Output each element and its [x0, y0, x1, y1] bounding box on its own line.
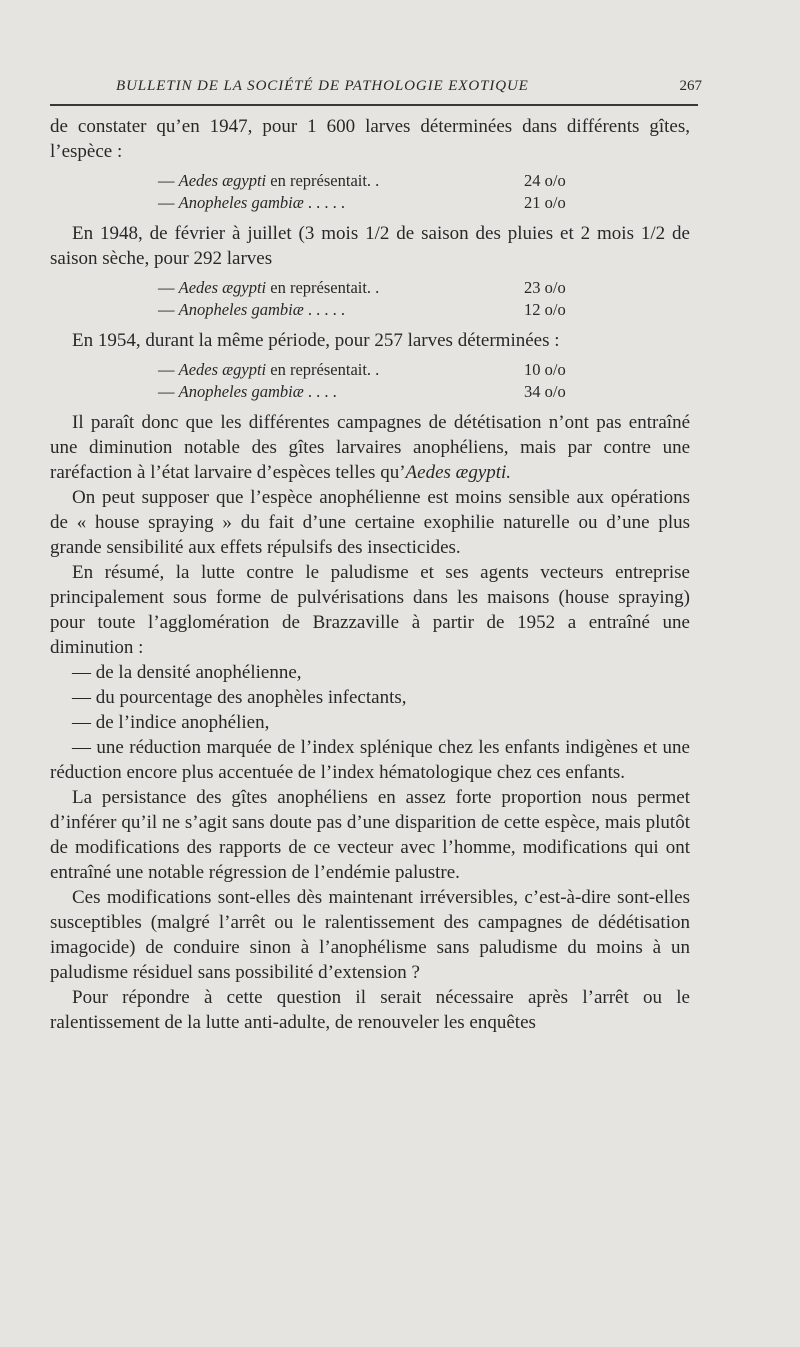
- stat-label: — Aedes ægypti en représentait. .: [158, 278, 380, 297]
- page-number: 267: [679, 78, 702, 94]
- list-item: — de l’indice anophélien,: [72, 712, 270, 733]
- stat-value: 23 o/o: [524, 278, 566, 297]
- stat-row: [50, 277, 690, 299]
- stat-label: — Anopheles gambiæ . . . .: [158, 381, 337, 401]
- page-header: [50, 72, 705, 102]
- stats-1954: [50, 359, 690, 402]
- paragraph-3: En 1954, durant la même période, pour 257 larves déterminées :: [72, 330, 560, 351]
- stat-row: [50, 299, 690, 321]
- stat-label: — Aedes ægypti en représentait. .: [158, 171, 380, 190]
- stat-value: 10 o/o: [524, 360, 566, 379]
- paragraph-2: En 1948, de février à juillet (3 mois 1/2 de saison des pluies et 2 mois 1/2 de saison sèche, pour 292 larves: [50, 223, 690, 269]
- paragraph-4: Il paraît donc que les différentes campagnes de dététisation n’ont pas entraîné une diminution notable des gîtes larvaires anophéliens, mais par contre une raréfaction à l’état larvaire d’espèces telles qu’Aedes ægypti.: [50, 412, 690, 483]
- species-name: Aedes ægypti: [178, 171, 267, 190]
- list-item: — une réduction marquée de l’index splénique chez les enfants indigènes et une réduction encore plus accentuée de l’index hématologique chez ces enfants.: [50, 737, 690, 783]
- paragraph-6: En résumé, la lutte contre le paludisme et ses agents vecteurs entreprise principalement sous forme de pulvérisations dans les maisons (house spraying) pour toute l’agglomération de Brazzaville à partir de 1952 a entraîné une diminution :: [50, 562, 690, 658]
- stat-value: 12 o/o: [524, 299, 566, 319]
- running-title: BULLETIN DE LA SOCIÉTÉ DE PATHOLOGIE EXOTIQUE: [116, 78, 529, 94]
- species-name: Anopheles gambiæ: [178, 299, 304, 319]
- stat-label: — Anopheles gambiæ . . . . .: [158, 192, 345, 212]
- stats-1947: [50, 170, 690, 213]
- list-item: — de la densité anophélienne,: [72, 662, 302, 683]
- paragraph-1: de constater qu’en 1947, pour 1 600 larves déterminées dans différents gîtes, l’espèce :: [50, 116, 690, 162]
- stats-1948: [50, 277, 690, 320]
- species-name: Anopheles gambiæ: [178, 192, 304, 212]
- stat-value: 34 o/o: [524, 381, 566, 401]
- stat-label: — Aedes ægypti en représentait. .: [158, 360, 380, 379]
- stat-row: [50, 381, 690, 403]
- header-rule: [50, 104, 698, 106]
- paragraph-8: Ces modifications sont-elles dès maintenant irréversibles, c’est-à-dire sont-elles susceptibles (malgré l’arrêt ou le ralentissement des campagnes de dédétisation imagocide) de conduire sinon à l’anophélisme sans paludisme du moins à un paludisme résiduel sans possibilité d’extension ?: [50, 887, 690, 983]
- species-name: Aedes ægypti: [178, 360, 267, 379]
- stat-row: [50, 359, 690, 381]
- paragraph-7: La persistance des gîtes anophéliens en assez forte proportion nous permet d’inférer qu’il ne s’agit sans doute pas d’une disparition de cette espèce, mais plutôt de modifications des rapports de ce vecteur avec l’homme, modifications qui ont entraîné une notable régression de l’endémie palustre.: [50, 787, 690, 883]
- paragraph-9: Pour répondre à cette question il serait nécessaire après l’arrêt ou le ralentissement de la lutte anti-adulte, de renouveler les enquêtes: [50, 987, 690, 1033]
- species-name: Anopheles gambiæ: [178, 381, 304, 401]
- stat-row: [50, 192, 690, 214]
- species-name: Aedes ægypti: [178, 278, 267, 297]
- stat-label: — Anopheles gambiæ . . . . .: [158, 299, 345, 319]
- species-name: Aedes ægypti.: [405, 462, 512, 483]
- paragraph-5: On peut supposer que l’espèce anophélienne est moins sensible aux opérations de « house spraying » du fait d’une certaine exophilie naturelle ou d’une plus grande sensibilité aux effets répulsifs des insecticides.: [50, 487, 690, 558]
- list-item: — du pourcentage des anophèles infectants,: [72, 687, 407, 708]
- stat-row: [50, 170, 690, 192]
- stat-value: 24 o/o: [524, 171, 566, 190]
- stat-value: 21 o/o: [524, 192, 566, 212]
- body-text: [50, 114, 690, 1035]
